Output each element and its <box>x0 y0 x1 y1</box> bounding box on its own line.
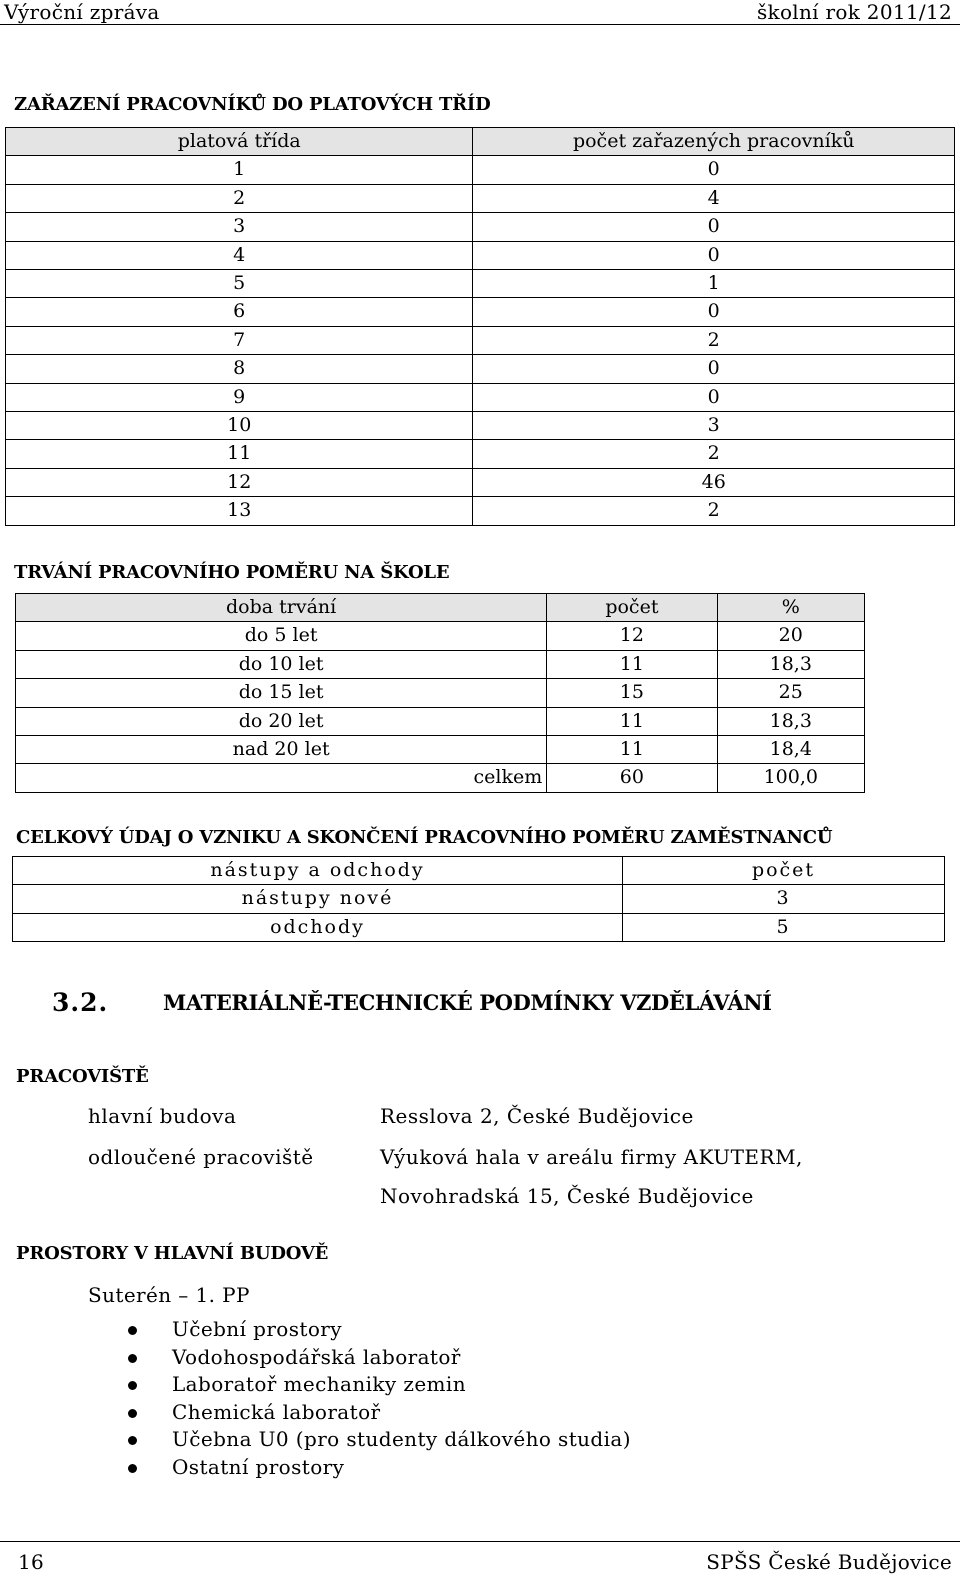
table-row <box>6 213 955 241</box>
table-row <box>6 241 955 269</box>
table-row <box>16 707 865 735</box>
salary-class-cell: 1 <box>6 156 473 184</box>
percent-cell: 18,3 <box>717 707 864 735</box>
column-header: počet zařazených pracovníků <box>473 128 955 156</box>
salary-class-table <box>5 127 955 526</box>
table-header-row <box>13 857 945 885</box>
footer-rule <box>0 1541 960 1542</box>
employee-count-cell: 2 <box>473 326 955 354</box>
employee-count-cell: 0 <box>473 383 955 411</box>
table-header-row <box>16 594 865 622</box>
duration-cell: nad 20 let <box>16 736 547 764</box>
count-cell: 11 <box>547 736 717 764</box>
duration-cell: do 20 let <box>16 707 547 735</box>
table-row <box>6 326 955 354</box>
percent-cell: 18,4 <box>717 736 864 764</box>
count-cell: 11 <box>547 650 717 678</box>
salary-class-cell: 7 <box>6 326 473 354</box>
header-rule <box>0 24 960 25</box>
salary-class-cell: 6 <box>6 298 473 326</box>
salary-class-cell: 3 <box>6 213 473 241</box>
room-list-item <box>128 1344 631 1372</box>
table-row <box>13 885 945 913</box>
page-number: 16 <box>18 1550 45 1574</box>
main-building-label: hlavní budova <box>88 1104 237 1128</box>
employee-count-cell: 0 <box>473 355 955 383</box>
duration-cell: do 15 let <box>16 679 547 707</box>
table-row <box>16 650 865 678</box>
percent-cell: 25 <box>717 679 864 707</box>
column-header: platová třída <box>6 128 473 156</box>
table-row <box>16 622 865 650</box>
employee-count-cell: 0 <box>473 213 955 241</box>
count-cell: 11 <box>547 707 717 735</box>
bullet-icon <box>128 1381 137 1390</box>
salary-class-cell: 11 <box>6 440 473 468</box>
section-title-workplaces: PRACOVIŠTĚ <box>16 1066 149 1087</box>
table-row <box>6 468 955 496</box>
room-name: Chemická laboratoř <box>172 1399 381 1424</box>
table-row <box>6 298 955 326</box>
room-name: Učební prostory <box>172 1317 342 1341</box>
table-header-row <box>6 128 955 156</box>
bullet-icon <box>128 1436 137 1445</box>
movement-type-cell: nástupy nové <box>13 885 623 913</box>
detached-workplace-label: odloučené pracoviště <box>88 1145 314 1169</box>
section-title-employment-duration: TRVÁNÍ PRACOVNÍHO POMĚRU NA ŠKOLE <box>14 562 450 583</box>
column-header: nástupy a odchody <box>13 857 623 885</box>
duration-cell: do 10 let <box>16 650 547 678</box>
table-row <box>6 412 955 440</box>
bullet-icon <box>128 1326 137 1335</box>
header-year: školní rok 2011/12 <box>756 0 952 24</box>
hires-departures-table <box>12 856 945 942</box>
salary-class-cell: 5 <box>6 270 473 298</box>
table-row <box>6 355 955 383</box>
bullet-icon <box>128 1409 137 1418</box>
chapter-number: 3.2. <box>52 988 109 1017</box>
total-count: 60 <box>547 764 717 792</box>
table-row <box>6 156 955 184</box>
bullet-icon <box>128 1354 137 1363</box>
room-list-item <box>128 1399 631 1427</box>
room-list-item <box>128 1316 631 1344</box>
salary-class-cell: 2 <box>6 184 473 212</box>
employment-duration-table <box>15 593 865 793</box>
section-title-salary-classes: ZAŘAZENÍ PRACOVNÍKŮ DO PLATOVÝCH TŘÍD <box>14 94 491 115</box>
employee-count-cell: 4 <box>473 184 955 212</box>
percent-cell: 18,3 <box>717 650 864 678</box>
room-list-item <box>128 1371 631 1399</box>
salary-class-cell: 13 <box>6 497 473 525</box>
table-row <box>6 270 955 298</box>
movement-count-cell: 5 <box>623 913 945 941</box>
room-name: Učebna U0 (pro studenty dálkového studia) <box>172 1427 631 1451</box>
count-cell: 15 <box>547 679 717 707</box>
room-list-item <box>128 1454 631 1482</box>
room-name: Vodohospodářská laboratoř <box>172 1344 461 1369</box>
table-row <box>6 440 955 468</box>
total-percent: 100,0 <box>717 764 864 792</box>
column-header: doba trvání <box>16 594 547 622</box>
count-cell: 12 <box>547 622 717 650</box>
table-row <box>6 383 955 411</box>
section-title-hires-departures: CELKOVÝ ÚDAJ O VZNIKU A SKONČENÍ PRACOVNÍHO POMĚRU ZAMĚSTNANCŮ <box>16 827 833 848</box>
salary-class-cell: 12 <box>6 468 473 496</box>
table-row <box>13 913 945 941</box>
room-list-item <box>128 1426 631 1454</box>
room-name: Laboratoř mechaniky zemin <box>172 1372 467 1396</box>
column-header: % <box>717 594 864 622</box>
room-list <box>128 1316 631 1481</box>
employee-count-cell: 0 <box>473 241 955 269</box>
total-label: celkem <box>16 764 547 792</box>
footer-school: SPŠS České Budějovice <box>706 1550 952 1574</box>
movement-count-cell: 3 <box>623 885 945 913</box>
floor-label: Suterén – 1. PP <box>88 1283 250 1307</box>
salary-class-cell: 9 <box>6 383 473 411</box>
total-row <box>16 764 865 792</box>
table-row <box>16 736 865 764</box>
movement-type-cell: odchody <box>13 913 623 941</box>
column-header: počet <box>547 594 717 622</box>
header-title: Výroční zpráva <box>4 0 160 24</box>
detached-workplace-address-line1: Výuková hala v areálu firmy AKUTERM, <box>380 1145 803 1169</box>
percent-cell: 20 <box>717 622 864 650</box>
employee-count-cell: 0 <box>473 156 955 184</box>
table-row <box>6 497 955 525</box>
salary-class-cell: 4 <box>6 241 473 269</box>
section-title-main-building-spaces: PROSTORY V HLAVNÍ BUDOVĚ <box>16 1243 329 1264</box>
duration-cell: do 5 let <box>16 622 547 650</box>
employee-count-cell: 3 <box>473 412 955 440</box>
salary-class-cell: 10 <box>6 412 473 440</box>
column-header: počet <box>623 857 945 885</box>
table-row <box>16 679 865 707</box>
employee-count-cell: 0 <box>473 298 955 326</box>
employee-count-cell: 2 <box>473 497 955 525</box>
employee-count-cell: 2 <box>473 440 955 468</box>
employee-count-cell: 1 <box>473 270 955 298</box>
salary-class-cell: 8 <box>6 355 473 383</box>
chapter-title: MATERIÁLNĚ-TECHNICKÉ PODMÍNKY VZDĚLÁVÁNÍ <box>163 990 772 1015</box>
room-name: Ostatní prostory <box>172 1454 345 1479</box>
detached-workplace-address-line2: Novohradská 15, České Budějovice <box>380 1184 754 1208</box>
table-row <box>6 184 955 212</box>
main-building-address: Resslova 2, České Budějovice <box>380 1104 694 1128</box>
bullet-icon <box>128 1464 137 1473</box>
employee-count-cell: 46 <box>473 468 955 496</box>
